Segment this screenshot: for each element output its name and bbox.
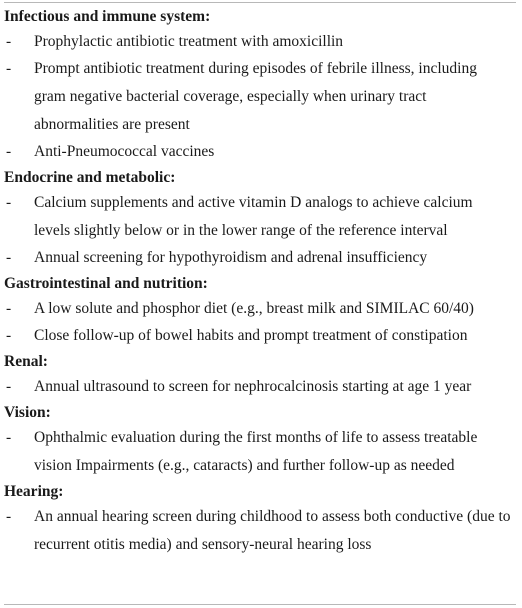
- list-item-text: A low solute and phosphor diet (e.g., breast milk and SIMILAC 60/40): [34, 300, 474, 317]
- list-item: [4, 189, 516, 245]
- section-items: [4, 295, 516, 350]
- list-item: [4, 424, 516, 480]
- list-bullet: -: [6, 249, 12, 266]
- list-item-text: Annual screening for hypothyroidism and adrenal insufficiency: [34, 249, 428, 266]
- list-item-text: Anti-Pneumococcal vaccines: [34, 143, 215, 160]
- section: [4, 401, 516, 480]
- list-bullet: -: [6, 508, 12, 525]
- list-item-text: Calcium supplements and active vitamin D analogs to achieve calcium levels slightly below or in the lower range of the reference interval: [34, 194, 473, 239]
- list-item-text: Prompt antibiotic treatment during episodes of febrile illness, including gram negative bacterial coverage, especially when urinary tract abnormalities are present: [34, 60, 477, 133]
- list-bullet: -: [6, 300, 12, 317]
- list-bullet: -: [6, 429, 12, 446]
- section-heading: Gastrointestinal and nutrition:: [4, 275, 208, 292]
- section-items: [4, 189, 516, 272]
- list-bullet: -: [6, 33, 12, 50]
- section-items: [4, 28, 516, 166]
- list-item: [4, 503, 516, 559]
- list-item: [4, 138, 516, 166]
- section: [4, 5, 516, 166]
- section-items: [4, 373, 516, 401]
- list-bullet: -: [6, 194, 12, 211]
- bottom-rule: [4, 604, 516, 605]
- list-item: [4, 322, 516, 350]
- section-heading: Hearing:: [4, 483, 64, 500]
- list-item-text: An annual hearing screen during childhood to assess both conductive (due to recurrent otitis media) and sensory-neural hearing loss: [34, 508, 511, 553]
- list-bullet: -: [6, 327, 12, 344]
- list-item: [4, 55, 516, 139]
- list-bullet: -: [6, 60, 12, 77]
- section-heading: Infectious and immune system:: [4, 8, 211, 25]
- list-bullet: -: [6, 378, 12, 395]
- list-item: [4, 373, 516, 401]
- section: [4, 272, 516, 350]
- document-page: [0, 2, 522, 608]
- section-heading: Endocrine and metabolic:: [4, 169, 176, 186]
- section-heading: Renal:: [4, 353, 48, 370]
- section: [4, 480, 516, 559]
- list-item: [4, 244, 516, 272]
- section-heading: Vision:: [4, 404, 51, 421]
- list-item-text: Close follow-up of bowel habits and prompt treatment of constipation: [34, 327, 468, 344]
- list-item: [4, 295, 516, 323]
- section: [4, 166, 516, 272]
- section-items: [4, 503, 516, 559]
- section: [4, 350, 516, 401]
- list-bullet: -: [6, 143, 12, 160]
- section-items: [4, 424, 516, 480]
- list-item-text: Ophthalmic evaluation during the first months of life to assess treatable vision Impairments (e.g., cataracts) and further follow-up as needed: [34, 429, 478, 474]
- recommendations-list: [4, 3, 516, 559]
- list-item: [4, 28, 516, 56]
- list-item-text: Prophylactic antibiotic treatment with amoxicillin: [34, 33, 344, 50]
- list-item-text: Annual ultrasound to screen for nephrocalcinosis starting at age 1 year: [34, 378, 472, 395]
